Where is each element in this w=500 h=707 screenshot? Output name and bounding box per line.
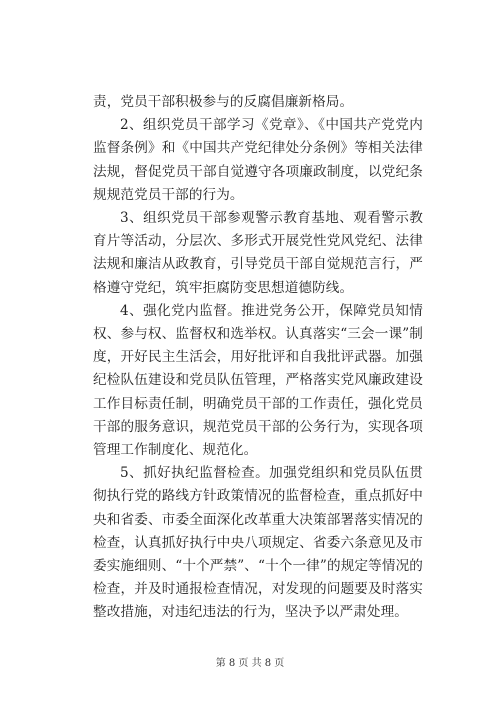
paragraph-continuation: 责，党员干部积极参与的反腐倡廉新格局。: [93, 94, 354, 110]
page-footer: 第 8 页 共 8 页: [215, 658, 285, 669]
paragraph-item-3: 3、组织党员干部参观警示教育基地、观看警示教育片等活动，分层次、多形式开展党性党风党纪、法律法规和廉洁从政教育，引导党员干部自觉规范言行，严格遵守党纪，筑牢拒腐防变思想道德防线。: [93, 210, 423, 296]
paragraph-item-4: 4、强化党内监督。推进党务公开，保障党员知情权、参与权、监督权和选举权。认真落实“三会一课”制度，开好民主生活会，用好批评和自我批评武器。加强纪检队伍建设和党员队伍管理，严格落实党风廉政建设工作目标责任制，明确党员干部的工作责任，强化党员干部的服务意识，规范党员干部的公务行为，实现各项管理工作制度化、规范化。: [93, 302, 423, 459]
document-body: [93, 91, 423, 625]
paragraph-item-2: 2、组织党员干部学习《党章》、《中国共产党党内监督条例》和《中国共产党纪律处分条例》等相关法律法规，督促党员干部自觉遵守各项廉政制度，以党纪条规规范党员干部的行为。: [93, 117, 423, 203]
paragraph-item-5: 5、抓好执纪监督检查。加强党组织和党员队伍贯彻执行党的路线方针政策情况的监督检查，重点抓好中央和省委、市委全面深化改革重大决策部署落实情况的检查，认真抓好执行中央八项规定、省委六条意见及市委实施细则、“十个严禁”、“十个一律”的规定等情况的检查，并及时通报检查情况，对发现的问题要及时落实整改措施，对违纪违法的行为，坚决予以严肃处理。: [93, 465, 423, 621]
